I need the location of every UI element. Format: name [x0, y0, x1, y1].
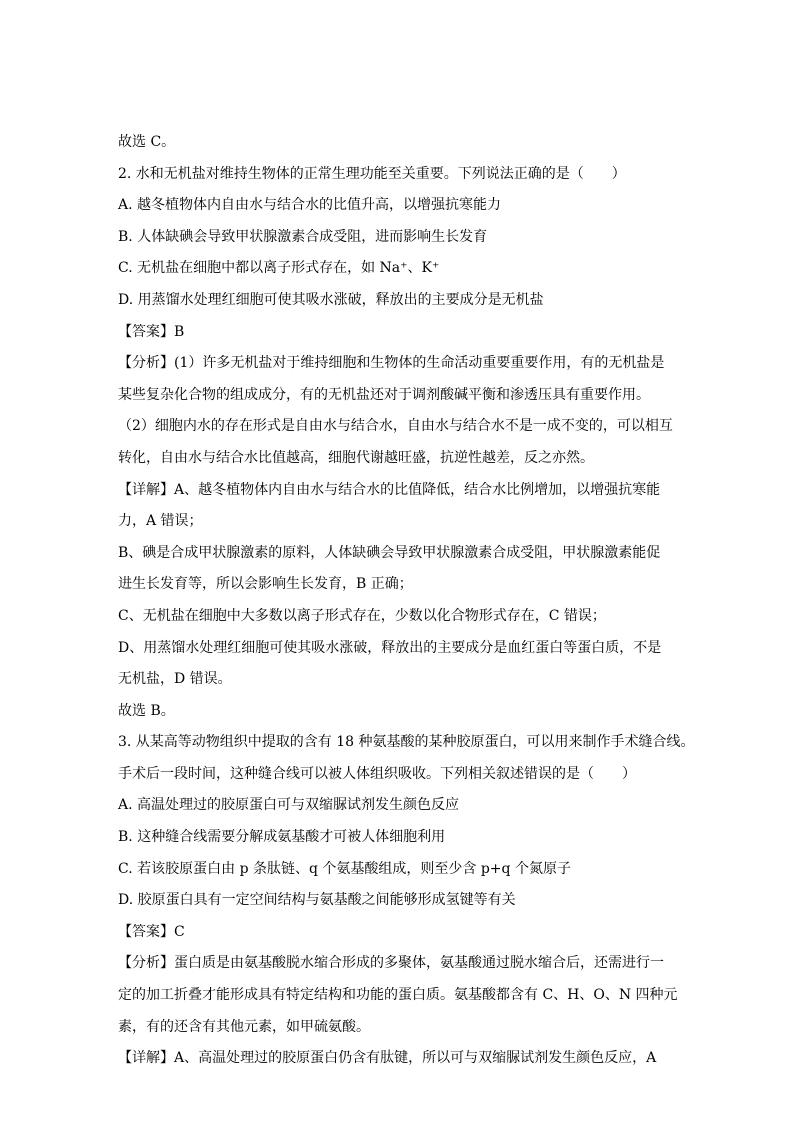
explanation-line: 力，A 错误； — [118, 513, 203, 530]
option-b: B. 人体缺碘会导致甲状腺激素合成受阻，进而影响生长发育 — [118, 228, 488, 245]
analysis-line: 转化，自由水与结合水比值越高，细胞代谢越旺盛，抗逆性越差，反之亦然。 — [118, 449, 594, 466]
text-line: 故选 B。 — [118, 702, 175, 719]
question-3-stem: 3. 从某高等动物组织中提取的含有 18 种氨基酸的某种胶原蛋白，可以用来制作手术缝合线。 — [118, 734, 695, 751]
answer-line: 【答案】B — [118, 323, 185, 340]
document-page — [118, 127, 695, 1075]
option-c: C. 若该胶原蛋白由 p 条肽链、q 个氨基酸组成，则至少含 p+q 个氮原子 — [118, 860, 571, 877]
text-line: 故选 C。 — [118, 134, 176, 150]
explanation-line: 无机盐，D 错误。 — [118, 671, 232, 688]
option-c: C. 无机盐在细胞中都以离子形式存在，如 Na⁺、K⁺ — [118, 260, 440, 277]
explanation-line: D、用蒸馏水处理红细胞可使其吸水涨破，释放出的主要成分是血红蛋白等蛋白质，不是 — [118, 639, 662, 656]
option-d: D. 用蒸馏水处理红细胞可使其吸水涨破，释放出的主要成分是无机盐 — [118, 291, 544, 308]
analysis-line: 素，有的还含有其他元素，如甲硫氨酸。 — [118, 1018, 370, 1035]
explanation-line: 【详解】A、越冬植物体内自由水与结合水的比值降低，结合水比例增加，以增强抗寒能 — [118, 481, 661, 498]
explanation-line: B、碘是合成甲状腺激素的原料，人体缺碘会导致甲状腺激素合成受阻，甲状腺激素能促 — [118, 544, 661, 561]
explanation-line: 【详解】A、高温处理过的胶原蛋白仍含有肽键，所以可与双缩脲试剂发生颜色反应，A — [118, 1050, 657, 1067]
option-d: D. 胶原蛋白具有一定空间结构与氨基酸之间能够形成氢键等有关 — [118, 892, 516, 909]
analysis-line: 【分析】蛋白质是由氨基酸脱水缩合形成的多聚体，氨基酸通过脱水缩合后，还需进行一 — [118, 955, 664, 972]
analysis-line: 某些复杂化合物的组成成分，有的无机盐还对于调剂酸碱平衡和渗透压具有重要作用。 — [118, 386, 650, 403]
analysis-line: 【分析】(1）许多无机盐对于维持细胞和生物体的生命活动重要重要作用，有的无机盐是 — [118, 355, 665, 372]
question-3-stem: 手术后一段时间，这种缝合线可以被人体组织吸收。下列相关叙述错误的是（ ） — [118, 765, 636, 782]
analysis-line: （2）细胞内水的存在形式是自由水与结合水，自由水与结合水不是一成不变的，可以相互 — [118, 418, 673, 435]
question-2-stem: 2. 水和无机盐对维持生物体的正常生理功能至关重要。下列说法正确的是（ ） — [118, 165, 626, 182]
option-a: A. 越冬植物体内自由水与结合水的比值升高，以增强抗寒能力 — [118, 197, 502, 214]
option-a: A. 高温处理过的胶原蛋白可与双缩脲试剂发生颜色反应 — [118, 797, 460, 814]
analysis-line: 定的加工折叠才能形成具有特定结构和功能的蛋白质。氨基酸都含有 C、H、O、N 四种元 — [118, 987, 678, 1004]
explanation-line: 进生长发育等，所以会影响生长发育，B 正确； — [118, 576, 413, 593]
answer-line: 【答案】C — [118, 923, 185, 940]
option-b: B. 这种缝合线需要分解成氨基酸才可被人体细胞利用 — [118, 829, 446, 846]
explanation-line: C、无机盐在细胞中大多数以离子形式存在，少数以化合物形式存在，C 错误； — [118, 607, 606, 624]
